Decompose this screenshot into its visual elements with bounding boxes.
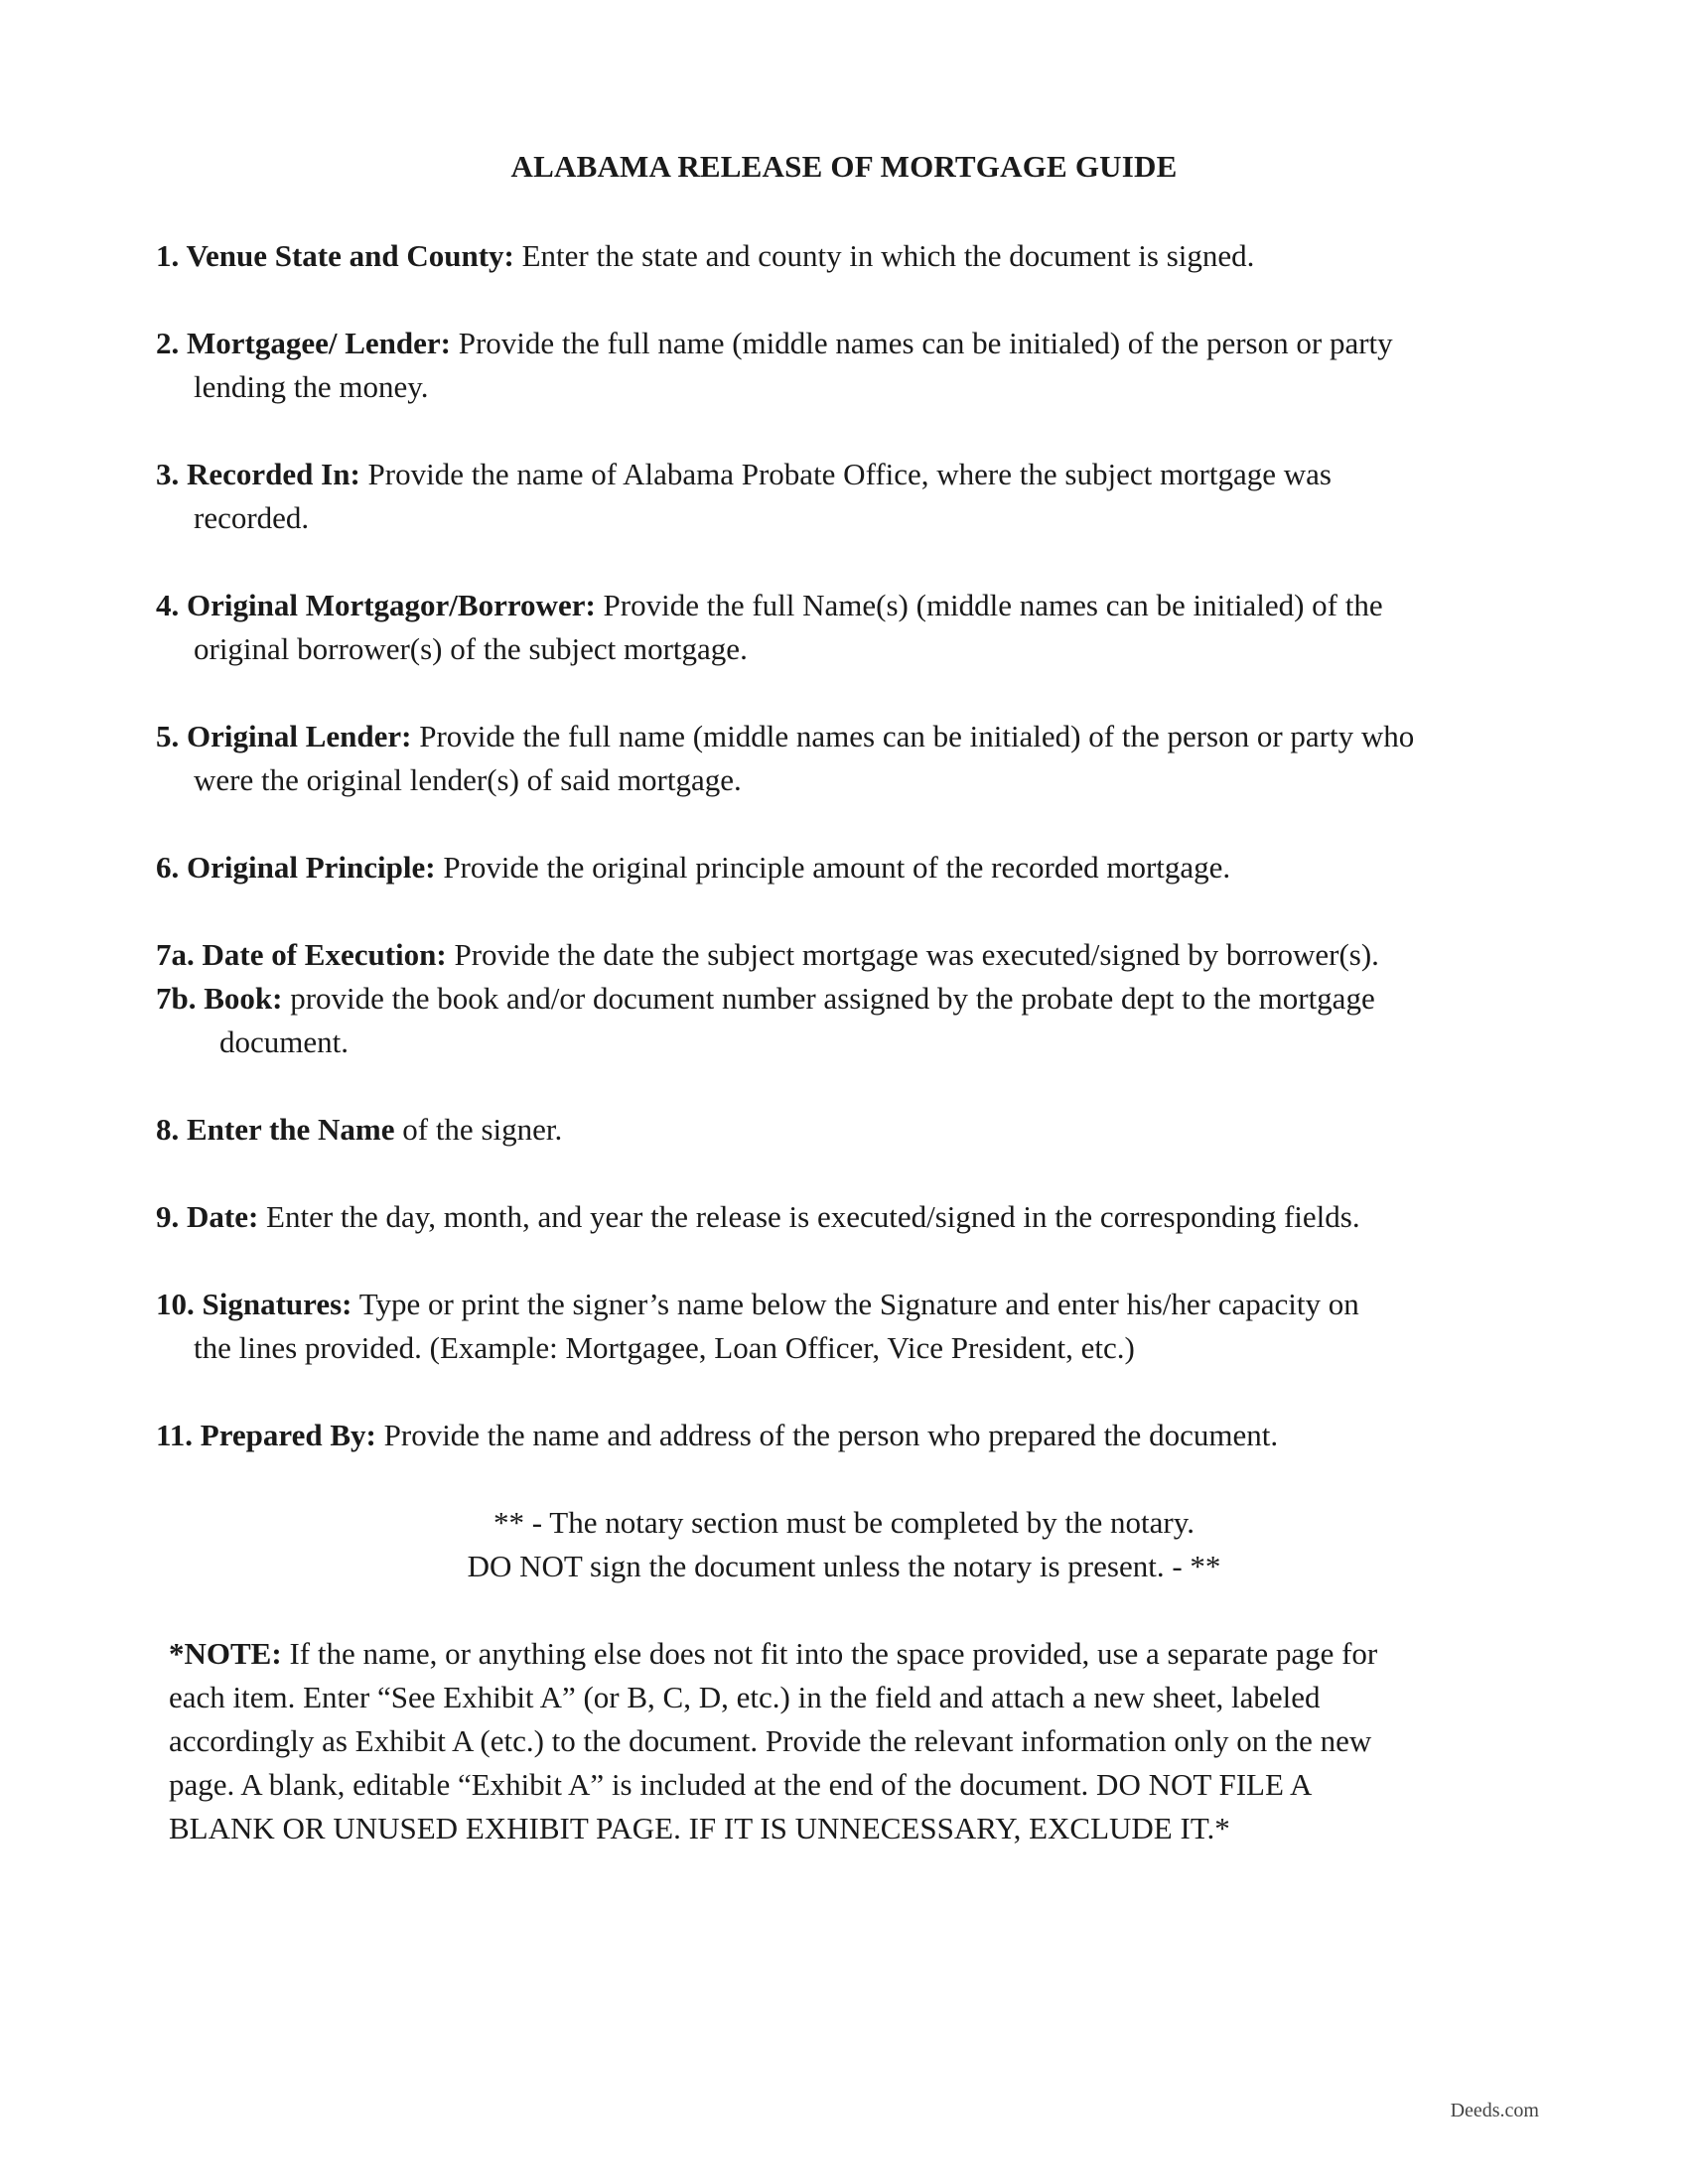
item-text: Provide the full Name(s) (middle names can be initialed) of the [595, 588, 1383, 622]
item-text-continued: were the original lender(s) of said mortgage. [194, 762, 742, 797]
notary-notice [0, 1501, 1688, 1588]
note-label: *NOTE: [169, 1636, 282, 1671]
note-text: accordingly as Exhibit A (etc.) to the document. Provide the relevant information only on the new [169, 1723, 1372, 1758]
item-label: 11. Prepared By: [156, 1418, 376, 1452]
guide-item-book [156, 977, 1546, 1064]
note-text: If the name, or anything else does not fit into the space provided, use a separate page for [281, 1636, 1378, 1671]
item-text: Provide the original principle amount of the recorded mortgage. [435, 850, 1231, 885]
item-text: Provide the full name (middle names can be initialed) of the person or party [450, 326, 1393, 360]
item-label: 9. Date: [156, 1199, 259, 1234]
document-title: ALABAMA RELEASE OF MORTGAGE GUIDE [510, 149, 1178, 184]
item-text: Type or print the signer’s name below the Signature and enter his/her capacity on [352, 1287, 1359, 1321]
notary-notice-line: ** - The notary section must be completed by the notary. [493, 1505, 1195, 1540]
guide-item-signatures [156, 1283, 1546, 1370]
item-text: provide the book and/or document number assigned by the probate dept to the mortgage [282, 981, 1375, 1016]
item-label: 7b. Book: [156, 981, 283, 1016]
guide-item-date-of-execution [156, 933, 1546, 977]
item-label: 3. Recorded In: [156, 457, 360, 491]
note-text: BLANK OR UNUSED EXHIBIT PAGE. IF IT IS UNNECESSARY, EXCLUDE IT.* [169, 1811, 1230, 1845]
item-label: 6. Original Principle: [156, 850, 436, 885]
item-text-continued: original borrower(s) of the subject mortgage. [194, 631, 748, 666]
item-label: 4. Original Mortgagor/Borrower: [156, 588, 596, 622]
notary-notice-line: DO NOT sign the document unless the notary is present. - ** [467, 1549, 1221, 1583]
item-label: 2. Mortgagee/ Lender: [156, 326, 451, 360]
item-text-continued: recorded. [194, 500, 310, 535]
item-text: Provide the name of Alabama Probate Office, where the subject mortgage was [359, 457, 1332, 491]
guide-item-prepared-by [156, 1414, 1546, 1457]
note-text: page. A blank, editable “Exhibit A” is included at the end of the document. DO NOT FILE A [169, 1767, 1313, 1802]
item-text: of the signer. [394, 1112, 563, 1147]
item-label: 5. Original Lender: [156, 719, 412, 753]
guide-item-original-lender [156, 715, 1546, 802]
guide-item-original-mortgagor [156, 584, 1546, 671]
item-text: Enter the day, month, and year the release is executed/signed in the corresponding fields. [258, 1199, 1360, 1234]
guide-item-recorded-in [156, 453, 1546, 540]
item-text: Provide the name and address of the person who prepared the document. [375, 1418, 1279, 1452]
guide-item-mortgagee [156, 322, 1546, 409]
item-text: Enter the state and county in which the document is signed. [513, 238, 1255, 273]
item-text: Provide the full name (middle names can be initialed) of the person or party who [411, 719, 1415, 753]
footer-brand: Deeds.com [1450, 2100, 1539, 2121]
item-text-continued: the lines provided. (Example: Mortgagee, Loan Officer, Vice President, etc.) [194, 1330, 1135, 1365]
guide-item-signer-name [156, 1108, 1546, 1152]
item-text-continued: lending the money. [194, 369, 429, 404]
note-text: each item. Enter “See Exhibit A” (or B, C, D, etc.) in the field and attach a new sheet, labeled [169, 1680, 1321, 1714]
item-label: 8. Enter the Name [156, 1112, 395, 1147]
item-label: 1. Venue State and County: [156, 238, 514, 273]
item-text: Provide the date the subject mortgage was executed/signed by borrower(s). [446, 937, 1379, 972]
exhibit-note [169, 1632, 1559, 1850]
guide-item-original-principle [156, 846, 1546, 889]
guide-item-date [156, 1195, 1546, 1239]
item-label: 10. Signatures: [156, 1287, 352, 1321]
item-label: 7a. Date of Execution: [156, 937, 447, 972]
guide-item-venue [156, 234, 1546, 278]
item-text-continued: document. [219, 1024, 349, 1059]
